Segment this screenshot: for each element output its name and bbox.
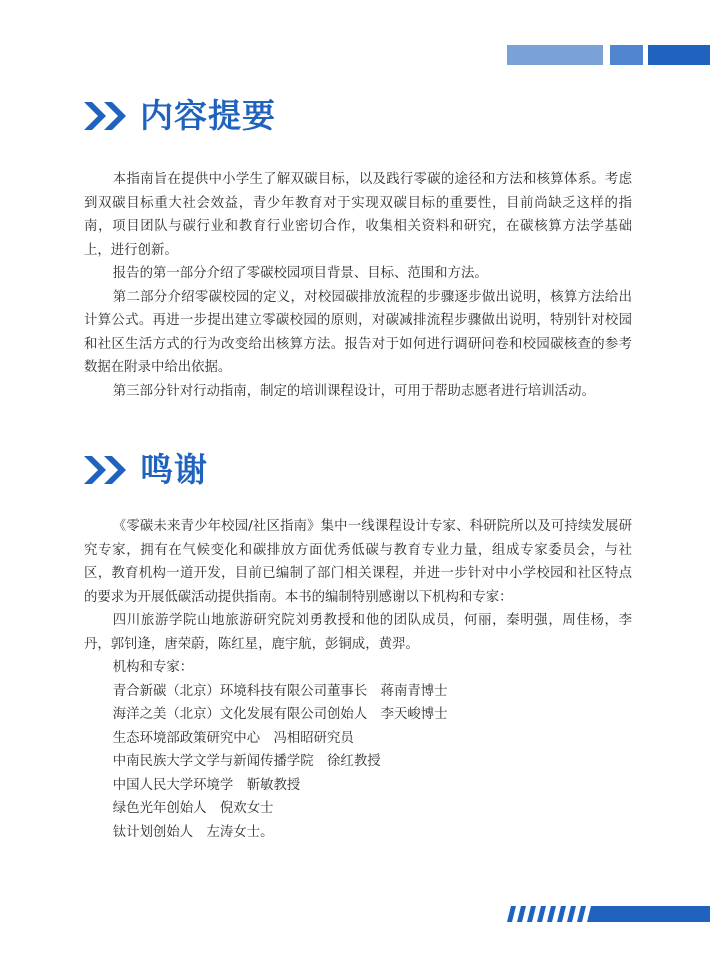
ack-paragraph: 《零碳未来青少年校园/社区指南》集中一线课程设计专家、科研院所以及可持续发展研究专家，拥有在气候变化和碳排放方面优秀低碳与教育专业力量，组成专家委员会，与社区，教育机构一道开发，目前已编制了部门相关课程，并进一步针对中小学校园和社区特点的要求为开展低碳活动提供指南。本书的编制特别感谢以下机构和专家： — [84, 519, 632, 605]
double-chevron-right-icon — [84, 452, 130, 488]
list-item: 生态环境部政策研究中心 冯相昭研究员 — [112, 730, 354, 746]
acknowledgements-title: 鸣谢 — [140, 450, 208, 489]
experts-list — [84, 680, 632, 845]
acknowledgements-heading — [84, 450, 208, 490]
experts-list-title: 机构和专家： — [112, 660, 194, 675]
summary-paragraph: 报告的第一部分介绍了零碳校园项目背景、目标、范围和方法。 — [112, 266, 488, 281]
summary-paragraph: 本指南旨在提供中小学生了解双碳目标，以及践行零碳的途径和方法和核算体系。考虑到双碳目标重大社会效益，青少年教育对于实现双碳目标的重要性，目前尚缺乏这样的指南，项目团队与碳行业和教育行业密切合作，收集相关资料和研究，在碳核算方法学基础上，进行创新。 — [84, 172, 632, 258]
list-item: 海洋之美（北京）文化发展有限公司创始人 李天峻博士 — [112, 707, 448, 722]
summary-paragraph: 第三部分针对行动指南，制定的培训课程设计，可用于帮助志愿者进行培训活动。 — [112, 383, 595, 399]
summary-title: 内容提要 — [140, 96, 276, 135]
list-item: 钛计划创始人 左涛女士。 — [112, 824, 274, 840]
top-bar-dark — [648, 45, 710, 65]
double-chevron-right-icon — [84, 98, 130, 134]
top-bar-light — [507, 45, 603, 65]
list-item: 绿色光年创始人 倪欢女士 — [112, 801, 274, 816]
summary-heading — [84, 96, 276, 136]
ack-paragraph: 四川旅游学院山地旅游研究院刘勇教授和他的团队成员，何丽，秦明强，周佳杨，李丹，郭钊逢，唐荣蔚，陈红星，鹿宇航，彭铜成，黄羿。 — [84, 613, 632, 652]
list-item: 中南民族大学文学与新闻传播学院 徐红教授 — [112, 754, 381, 769]
list-item: 中国人民大学环境学 靳敏教授 — [112, 777, 301, 793]
diagonal-stripes-icon — [507, 906, 710, 922]
summary-body — [84, 168, 632, 403]
acknowledgements-body — [84, 515, 632, 844]
top-bar-mid — [610, 45, 643, 65]
list-item: 青合新碳（北京）环境科技有限公司董事长 蒋南青博士 — [112, 683, 448, 699]
summary-paragraph: 第二部分介绍零碳校园的定义，对校园碳排放流程的步骤逐步做出说明，核算方法给出计算公式。再进一步提出建立零碳校园的原则，对碳减排流程步骤做出说明，特别针对校园和社区生活方式的行为改变给出核算方法。报告对于如何进行调研问卷和校园碳核查的参考数据在附录中给出依据。 — [84, 289, 632, 375]
